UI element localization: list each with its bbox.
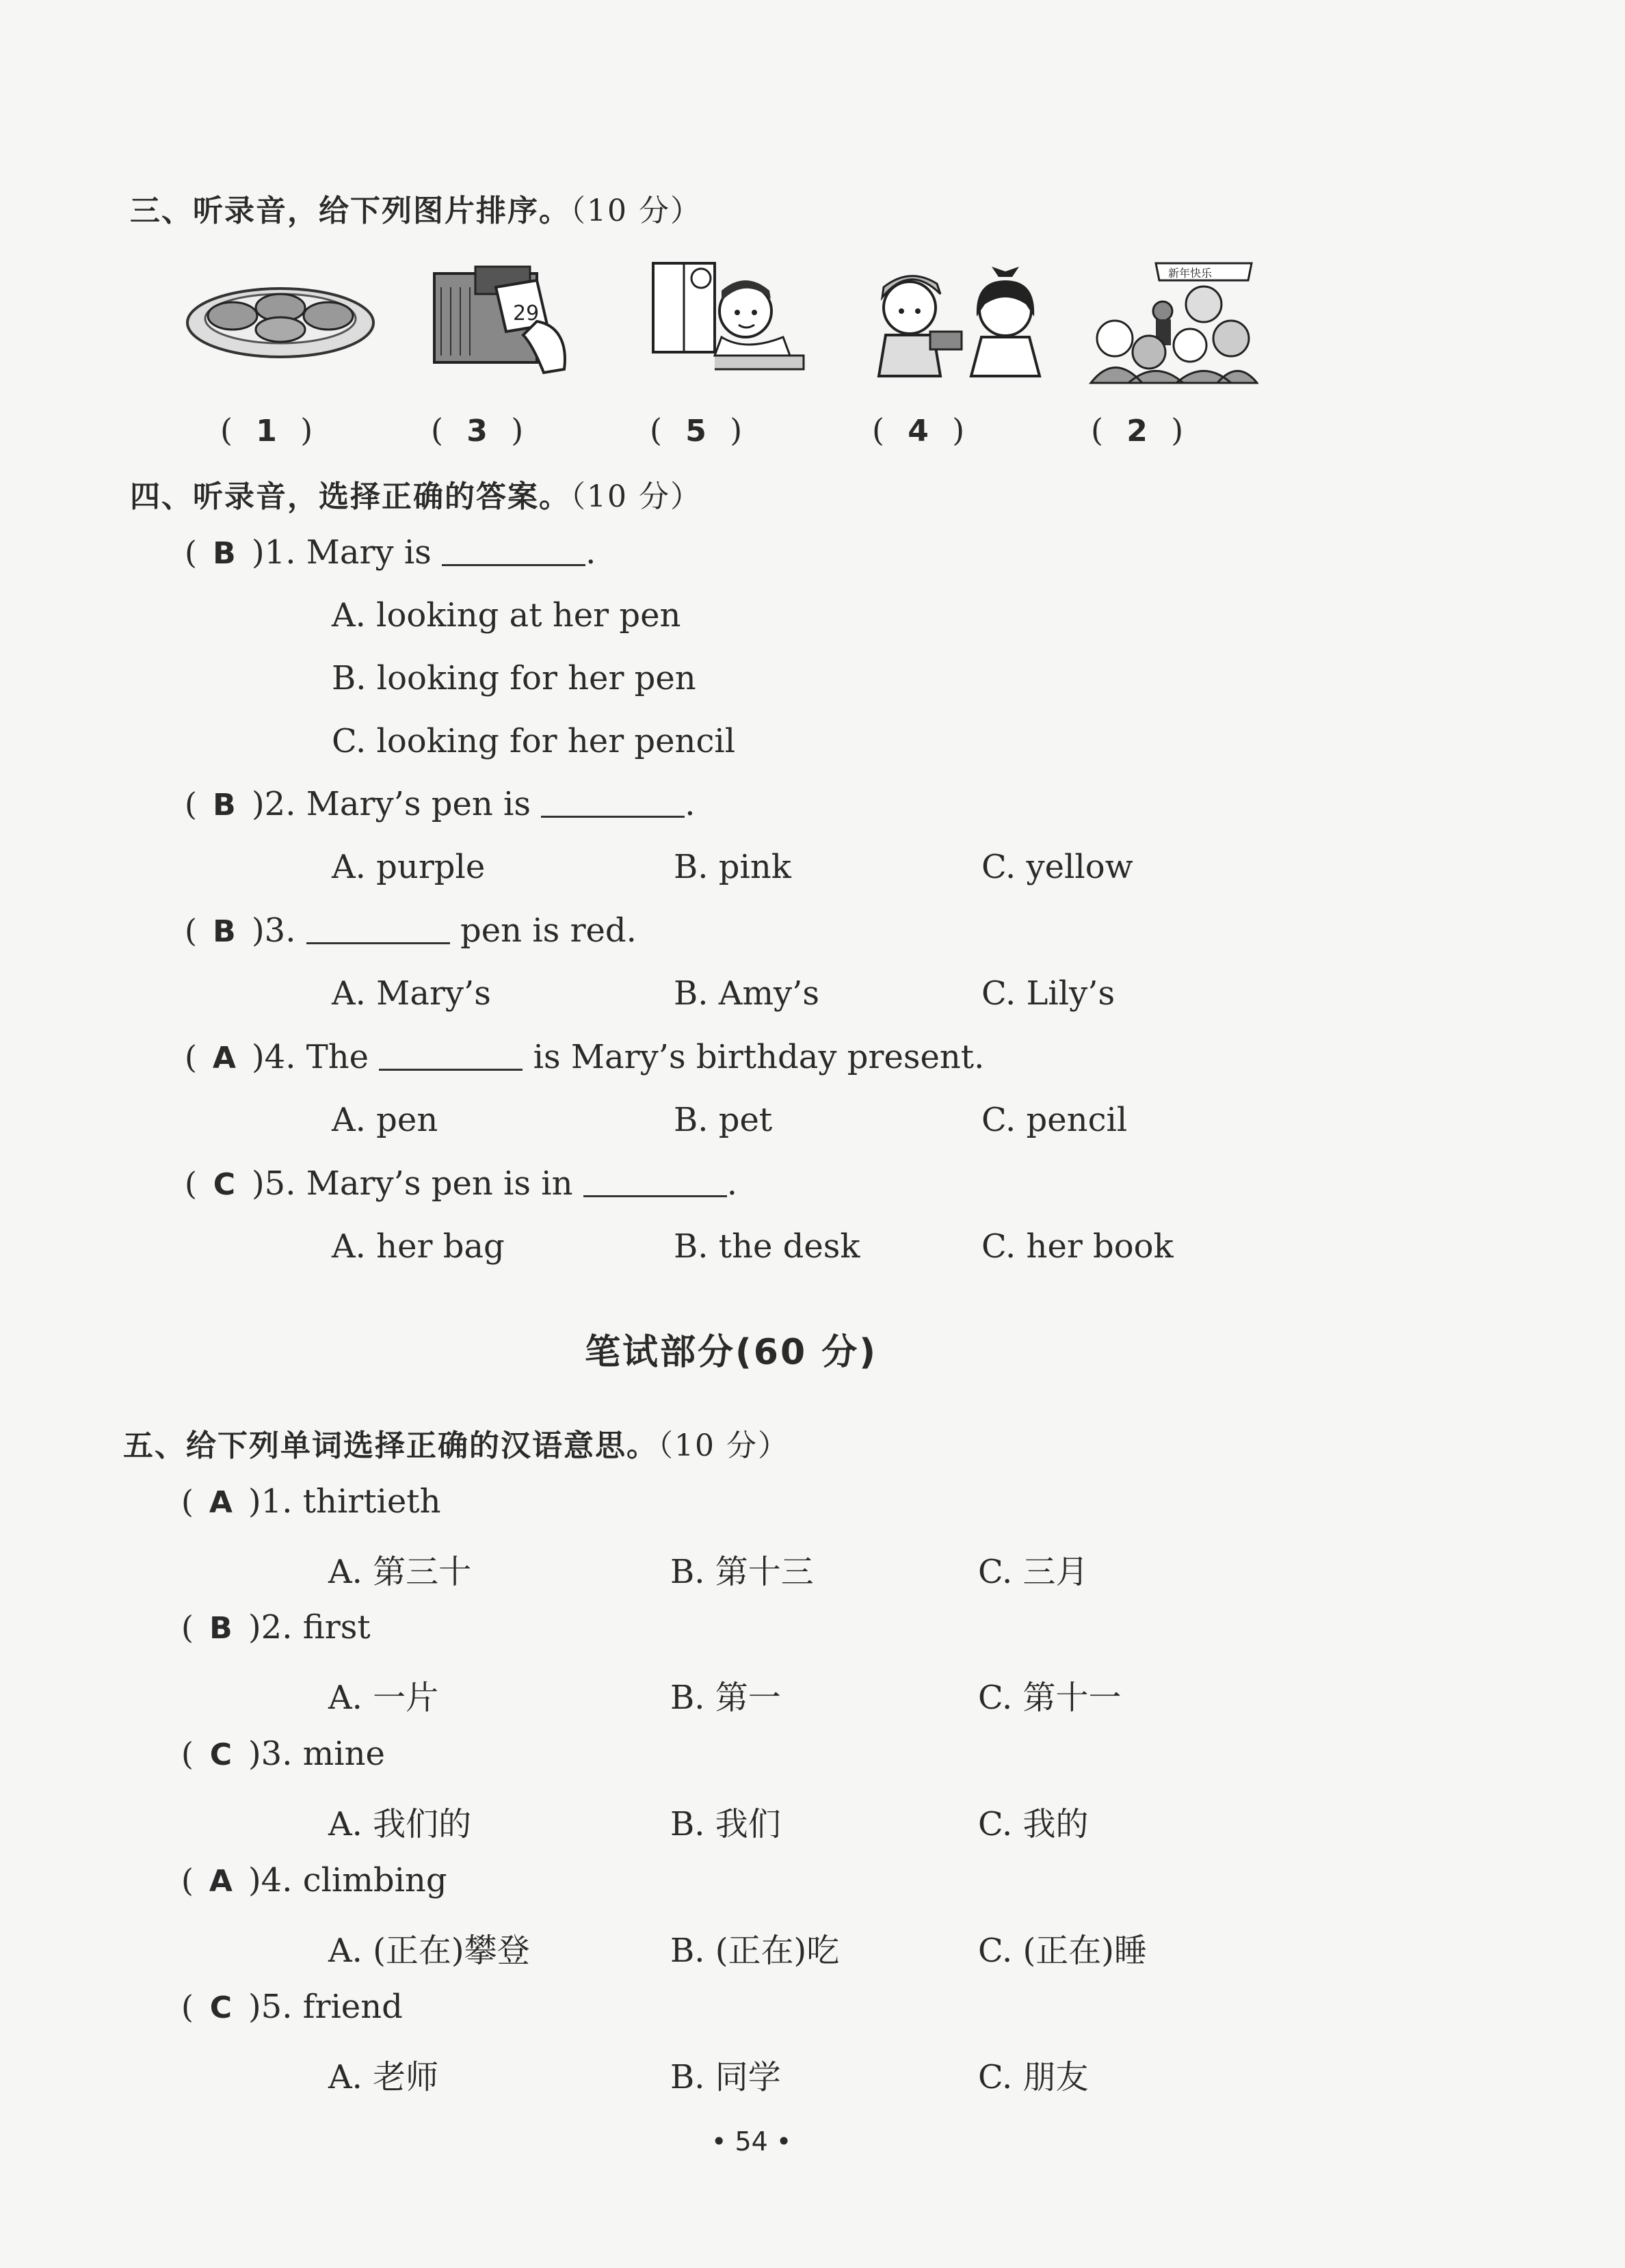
- s5-q5-option-b: B. 同学: [670, 2058, 781, 2096]
- written-part-heading: 笔试部分(60 分): [585, 1332, 877, 1373]
- s4-q2-option-c: C. yellow: [981, 848, 1133, 886]
- s5-q2-option-c: C. 第十一: [978, 1679, 1122, 1717]
- s5-q3-option-a: A. 我们的: [328, 1805, 472, 1843]
- s5-q5-option-a: A. 老师: [328, 2058, 439, 2096]
- s5-question-3: ( C )3. mine: [181, 1735, 385, 1773]
- s4-q5-option-a: A. her bag: [332, 1227, 505, 1266]
- svg-text:29: 29: [513, 302, 540, 325]
- s4-q2-option-a: A. purple: [332, 848, 486, 886]
- answer-blank: [442, 537, 585, 566]
- section3-title: 三、听录音，给下列图片排序。（10 分）: [130, 194, 702, 228]
- s4-q4-option-a: A. pen: [332, 1101, 438, 1139]
- s4-q1-option-c: C. looking for her pencil: [332, 722, 736, 760]
- answer-blank: [583, 1168, 727, 1197]
- s4-question-4: ( A )4. The is Mary’s birthday present.: [185, 1038, 985, 1076]
- calendar-icon: [427, 260, 585, 376]
- s5-question-2: ( B )2. first: [181, 1608, 371, 1646]
- s5-q1-option-a: A. 第三十: [328, 1553, 472, 1591]
- section5-title: 五、给下列单词选择正确的汉语意思。（10 分）: [123, 1428, 789, 1463]
- s5-question-5: ( C )5. friend: [181, 1988, 403, 2026]
- boy-girl-gift-icon: [862, 263, 1060, 379]
- s4-q3-option-c: C. Lily’s: [981, 974, 1115, 1013]
- page-number: • 54 •: [711, 2126, 792, 2157]
- s5-q2-option-a: A. 一片: [328, 1679, 439, 1717]
- dumplings-plate-icon: [185, 274, 376, 369]
- answer-blank: [306, 915, 450, 944]
- boy-at-window-icon: [646, 256, 817, 379]
- s5-q2-option-b: B. 第一: [670, 1679, 781, 1717]
- section4-title: 四、听录音，选择正确的答案。（10 分）: [130, 479, 702, 514]
- s5-q4-option-c: C. (正在)睡: [978, 1932, 1147, 1970]
- s4-q4-option-c: C. pencil: [981, 1101, 1128, 1139]
- order-answer-1: ( 1 ): [220, 412, 313, 449]
- s4-q5-option-c: C. her book: [981, 1227, 1174, 1266]
- s4-question-3: ( B )3. pen is red.: [185, 911, 637, 950]
- answer-blank: [541, 788, 685, 818]
- order-answer-5: ( 2 ): [1091, 412, 1184, 449]
- s4-q3-option-a: A. Mary’s: [332, 974, 491, 1013]
- s4-q1-option-a: A. looking at her pen: [332, 596, 681, 635]
- s4-q4-option-b: B. pet: [674, 1101, 773, 1139]
- s5-q4-option-b: B. (正在)吃: [670, 1932, 840, 1970]
- s4-q5-option-b: B. the desk: [674, 1227, 860, 1266]
- order-answer-2: ( 3 ): [431, 412, 524, 449]
- s5-question-4: ( A )4. climbing: [181, 1861, 447, 1899]
- s5-q1-option-c: C. 三月: [978, 1553, 1089, 1591]
- s4-q2-option-b: B. pink: [674, 848, 791, 886]
- s5-q1-option-b: B. 第十三: [670, 1553, 814, 1591]
- s5-question-1: ( A )1. thirtieth: [181, 1482, 441, 1521]
- order-answer-4: ( 4 ): [872, 412, 965, 449]
- s5-q3-option-c: C. 我的: [978, 1805, 1089, 1843]
- s5-q5-option-c: C. 朋友: [978, 2058, 1089, 2096]
- s4-question-1: ( B )1. Mary is .: [185, 533, 596, 572]
- s5-q4-option-a: A. (正在)攀登: [328, 1932, 530, 1970]
- new-year-party-icon: [1087, 256, 1258, 386]
- s4-question-5: ( C )5. Mary’s pen is in .: [185, 1164, 738, 1203]
- answer-blank: [379, 1041, 523, 1071]
- s4-q1-option-b: B. looking for her pen: [332, 659, 696, 697]
- s4-question-2: ( B )2. Mary’s pen is .: [185, 785, 696, 823]
- s5-q3-option-b: B. 我们: [670, 1805, 781, 1843]
- order-answer-3: ( 5 ): [650, 412, 743, 449]
- svg-text:新年快乐: 新年快乐: [1168, 267, 1213, 280]
- s4-q3-option-b: B. Amy’s: [674, 974, 819, 1013]
